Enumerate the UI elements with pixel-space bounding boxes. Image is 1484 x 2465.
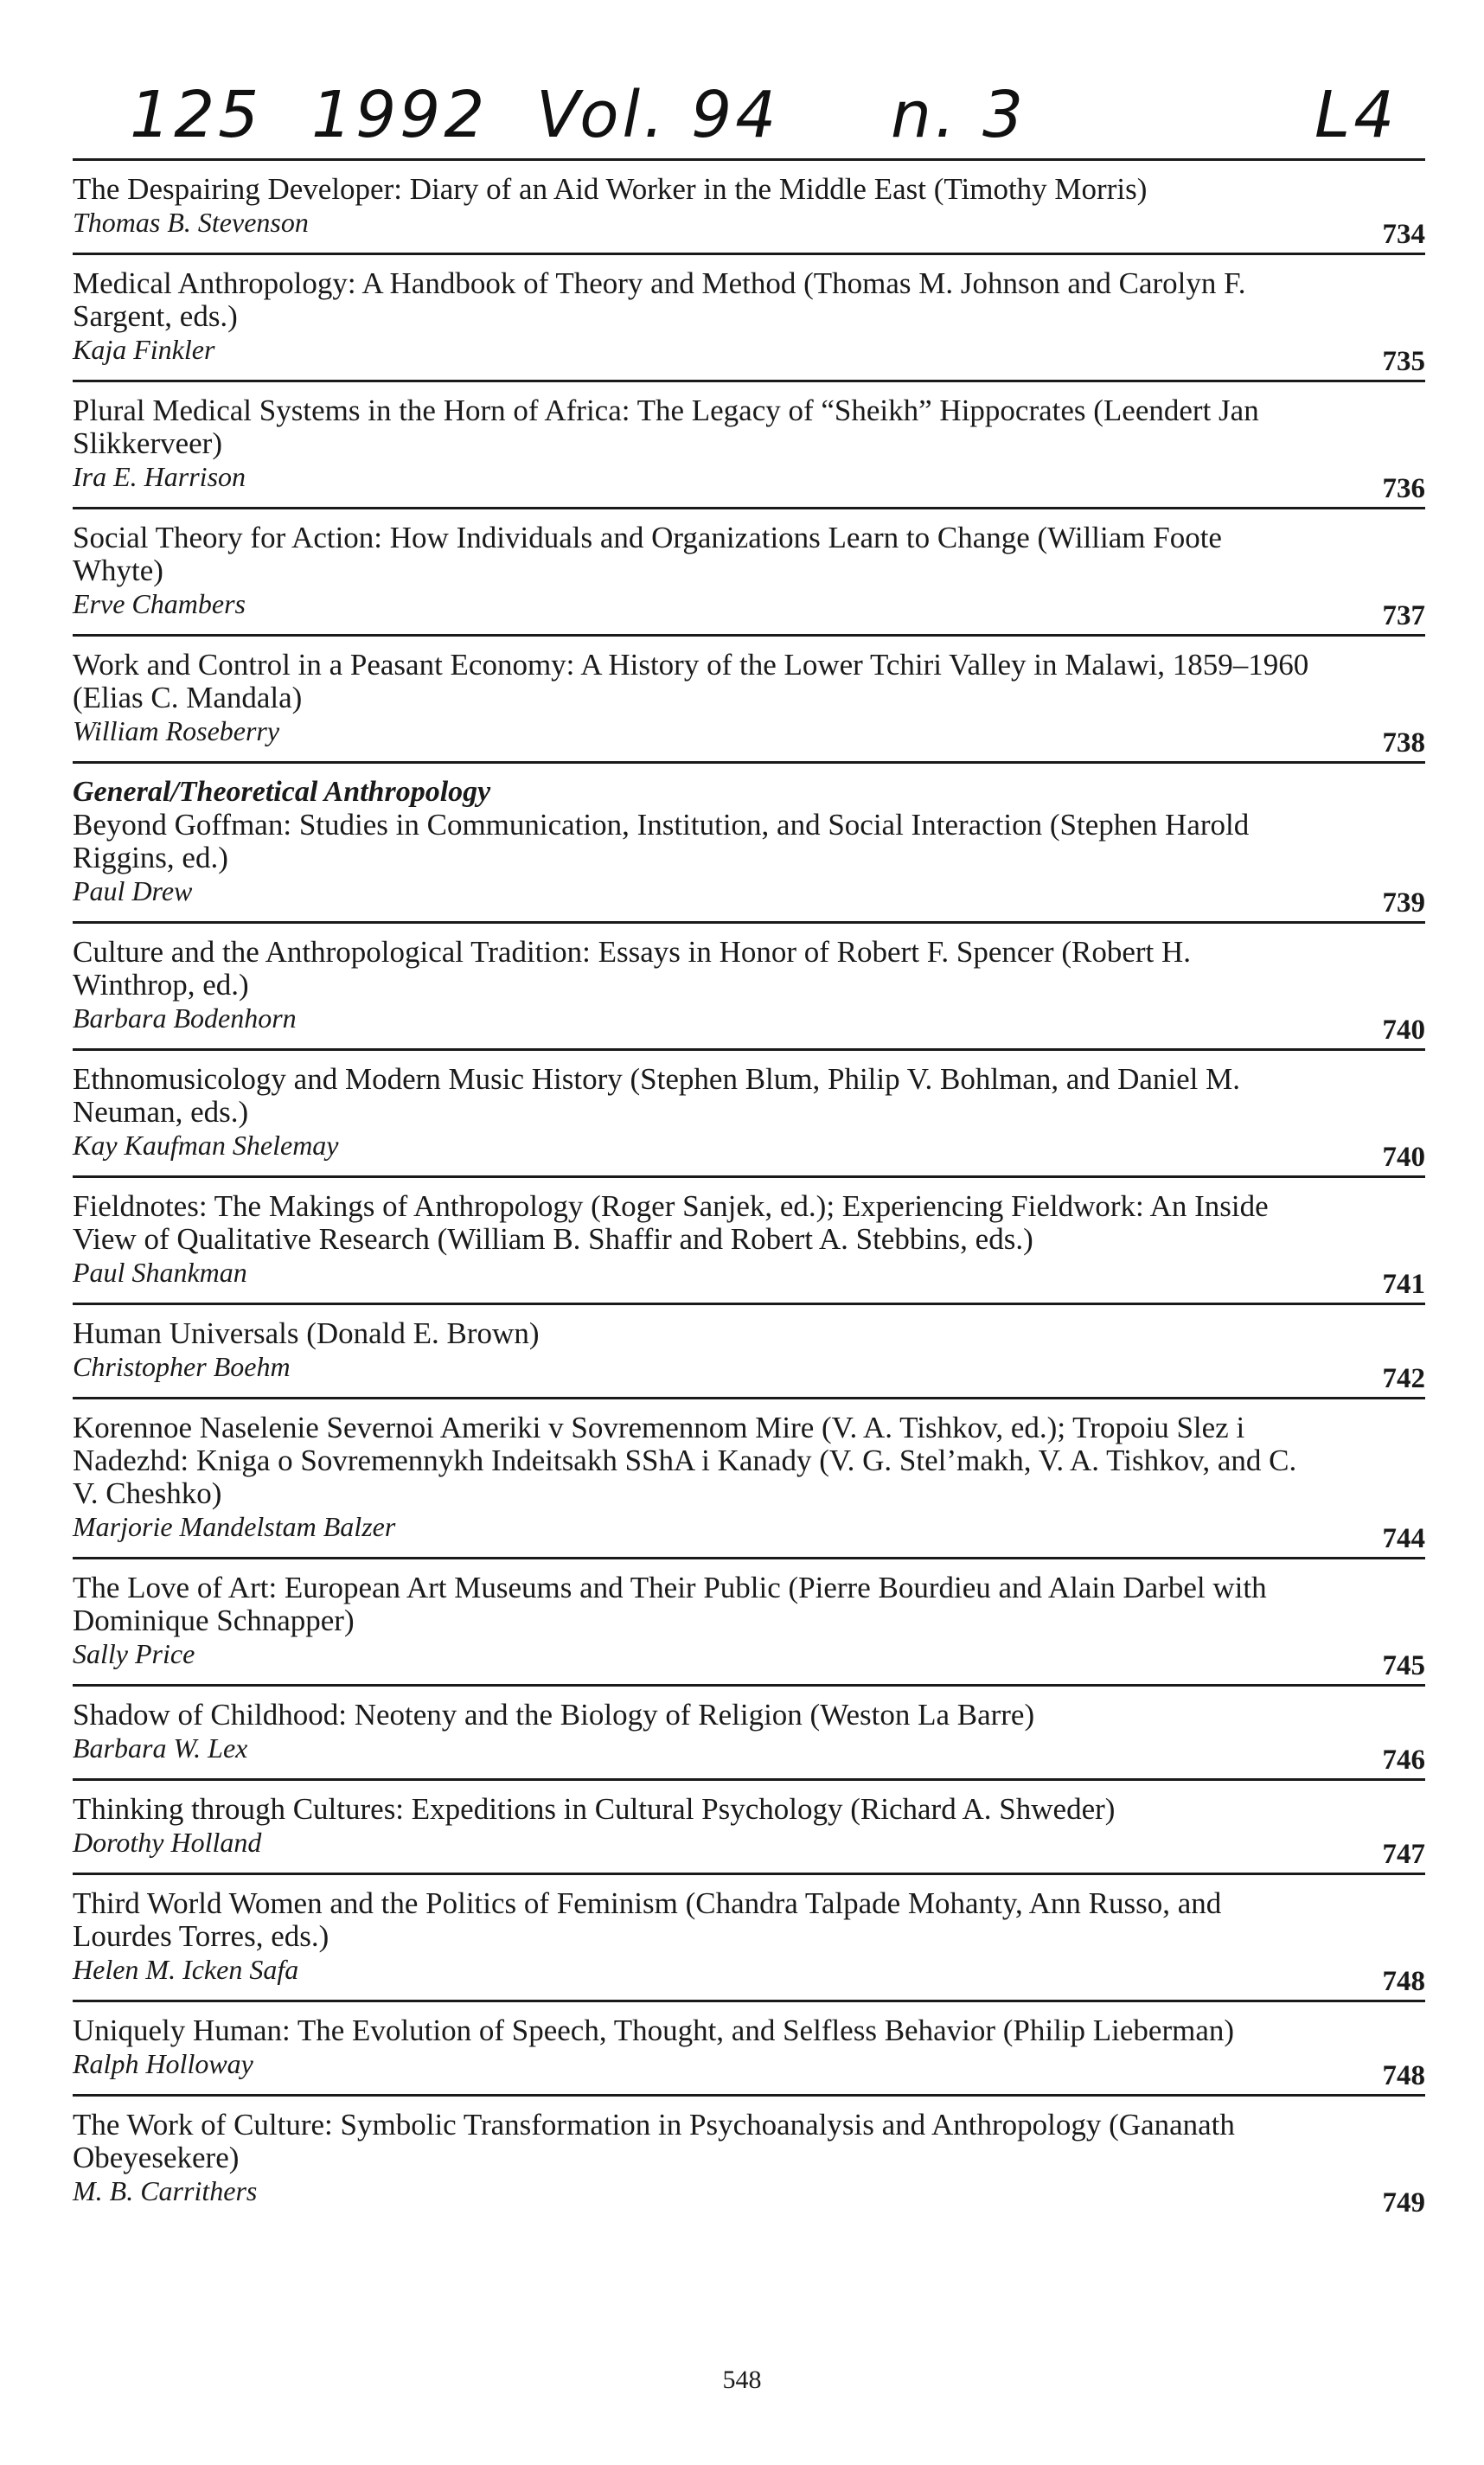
reviewer-name: Dorothy Holland xyxy=(73,1827,262,1858)
book-title: The Love of Art: European Art Museums and Their Public (Pierre Bourdieu and Alain Darbel with Dominique Schnapper) xyxy=(73,1571,1267,1637)
handwritten-annotation xyxy=(130,61,1432,156)
reviewer-name: Kaja Finkler xyxy=(73,334,215,365)
entry-page-number: 748 xyxy=(1382,2060,1425,2091)
section-heading: General/Theoretical Anthropology xyxy=(73,776,491,808)
book-title: Medical Anthropology: A Handbook of Theory and Method (Thomas M. Johnson and Carolyn F. Sargent, eds.) xyxy=(73,266,1246,333)
book-title: Thinking through Cultures: Expeditions in Cultural Psychology (Richard A. Shweder) xyxy=(73,1792,1116,1826)
entry-page-number: 740 xyxy=(1382,1015,1425,1046)
entry-page-number: 742 xyxy=(1382,1363,1425,1394)
reviewer-name: M. B. Carrithers xyxy=(73,2175,258,2206)
review-entry xyxy=(73,1048,1425,1175)
entry-page-number: 737 xyxy=(1382,600,1425,631)
page-number: 548 xyxy=(722,2366,762,2394)
book-title: The Work of Culture: Symbolic Transformation in Psychoanalysis and Anthropology (Gananath Obeyesekere) xyxy=(73,2108,1235,2174)
table-of-contents xyxy=(73,158,1425,2221)
review-entry xyxy=(73,507,1425,634)
reviewer-name: Barbara W. Lex xyxy=(73,1732,248,1764)
book-title: Human Universals (Donald E. Brown) xyxy=(73,1316,540,1350)
book-title: Plural Medical Systems in the Horn of Africa: The Legacy of “Sheikh” Hippocrates (Leendert Jan Slikkerveer) xyxy=(73,394,1259,460)
reviewer-name: Sally Price xyxy=(73,1638,195,1669)
reviewer-name: Marjorie Mandelstam Balzer xyxy=(73,1511,396,1542)
review-entry xyxy=(73,1397,1425,1557)
review-entry xyxy=(73,380,1425,507)
book-title: Third World Women and the Politics of Feminism (Chandra Talpade Mohanty, Ann Russo, and Lourdes Torres, eds.) xyxy=(73,1886,1222,1953)
entry-page-number: 744 xyxy=(1382,1523,1425,1554)
entry-page-number: 735 xyxy=(1382,346,1425,377)
entry-page-number: 745 xyxy=(1382,1650,1425,1681)
review-entry xyxy=(73,761,1425,921)
book-title: Culture and the Anthropological Tradition: Essays in Honor of Robert F. Spencer (Robert H. Winthrop, ed.) xyxy=(73,935,1192,1002)
book-title: Shadow of Childhood: Neoteny and the Biology of Religion (Weston La Barre) xyxy=(73,1698,1035,1732)
reviewer-name: Paul Drew xyxy=(73,875,193,906)
entry-page-number: 740 xyxy=(1382,1142,1425,1173)
reviewer-name: Helen M. Icken Safa xyxy=(73,1954,299,1985)
review-entry xyxy=(73,2094,1425,2221)
entry-page-number: 739 xyxy=(1382,887,1425,919)
review-entry xyxy=(73,1873,1425,2000)
book-title: The Despairing Developer: Diary of an Aid Worker in the Middle East (Timothy Morris) xyxy=(73,172,1148,206)
review-entry xyxy=(73,253,1425,380)
book-title: Fieldnotes: The Makings of Anthropology (Roger Sanjek, ed.); Experiencing Fieldwork: An Inside View of Qualitative Research (William B. Shaffir and Robert A. Stebbins, eds.) xyxy=(73,1189,1269,1256)
book-title: Beyond Goffman: Studies in Communication, Institution, and Social Interaction (Stephen Harold Riggins, ed.) xyxy=(73,808,1250,874)
entry-page-number: 734 xyxy=(1382,219,1425,250)
review-entry xyxy=(73,158,1425,253)
reviewer-name: Ira E. Harrison xyxy=(73,461,246,492)
book-title: Korennoe Naselenie Severnoi Ameriki v Sovremennom Mire (V. A. Tishkov, ed.); Tropoiu Slez i Nadezhd: Kniga o Sovremennykh Indeitsakh SShA i Kanady (V. G. Stel’makh, V. A. Tishkov, and C. V. Cheshko) xyxy=(73,1411,1297,1510)
handwritten-year: 1992 xyxy=(311,78,489,152)
review-entry xyxy=(73,1778,1425,1873)
handwritten-issue: n. 3 xyxy=(891,78,1027,152)
book-title: Ethnomusicology and Modern Music History (Stephen Blum, Philip V. Bohlman, and Daniel M. Neuman, eds.) xyxy=(73,1062,1241,1129)
handwritten-code: L4 xyxy=(1314,78,1398,152)
book-title: Uniquely Human: The Evolution of Speech, Thought, and Selfless Behavior (Philip Lieberman) xyxy=(73,2014,1235,2047)
reviewer-name: Ralph Holloway xyxy=(73,2048,253,2079)
reviewer-name: Paul Shankman xyxy=(73,1257,247,1288)
reviewer-name: Erve Chambers xyxy=(73,588,246,619)
book-title: Social Theory for Action: How Individuals and Organizations Learn to Change (William Foote Whyte) xyxy=(73,521,1222,587)
entry-page-number: 736 xyxy=(1382,473,1425,504)
book-title: Work and Control in a Peasant Economy: A History of the Lower Tchiri Valley in Malawi, 1859–1960 (Elias C. Mandala) xyxy=(73,648,1309,714)
handwritten-volume: Vol. 94 xyxy=(536,78,780,152)
entry-page-number: 746 xyxy=(1382,1745,1425,1776)
reviewer-name: Kay Kaufman Shelemay xyxy=(73,1130,339,1161)
review-entry xyxy=(73,1684,1425,1778)
handwritten-number: 125 xyxy=(130,78,263,152)
review-entry xyxy=(73,1557,1425,1684)
entry-page-number: 749 xyxy=(1382,2187,1425,2218)
entry-page-number: 748 xyxy=(1382,1966,1425,1997)
review-entry xyxy=(73,921,1425,1048)
review-entry xyxy=(73,2000,1425,2094)
review-entry xyxy=(73,1175,1425,1303)
entry-page-number: 738 xyxy=(1382,727,1425,759)
reviewer-name: William Roseberry xyxy=(73,715,280,746)
entry-page-number: 741 xyxy=(1382,1269,1425,1300)
reviewer-name: Christopher Boehm xyxy=(73,1351,291,1382)
review-entry xyxy=(73,1303,1425,1397)
entry-page-number: 747 xyxy=(1382,1839,1425,1870)
reviewer-name: Barbara Bodenhorn xyxy=(73,1002,297,1034)
review-entry xyxy=(73,634,1425,761)
reviewer-name: Thomas B. Stevenson xyxy=(73,207,309,238)
